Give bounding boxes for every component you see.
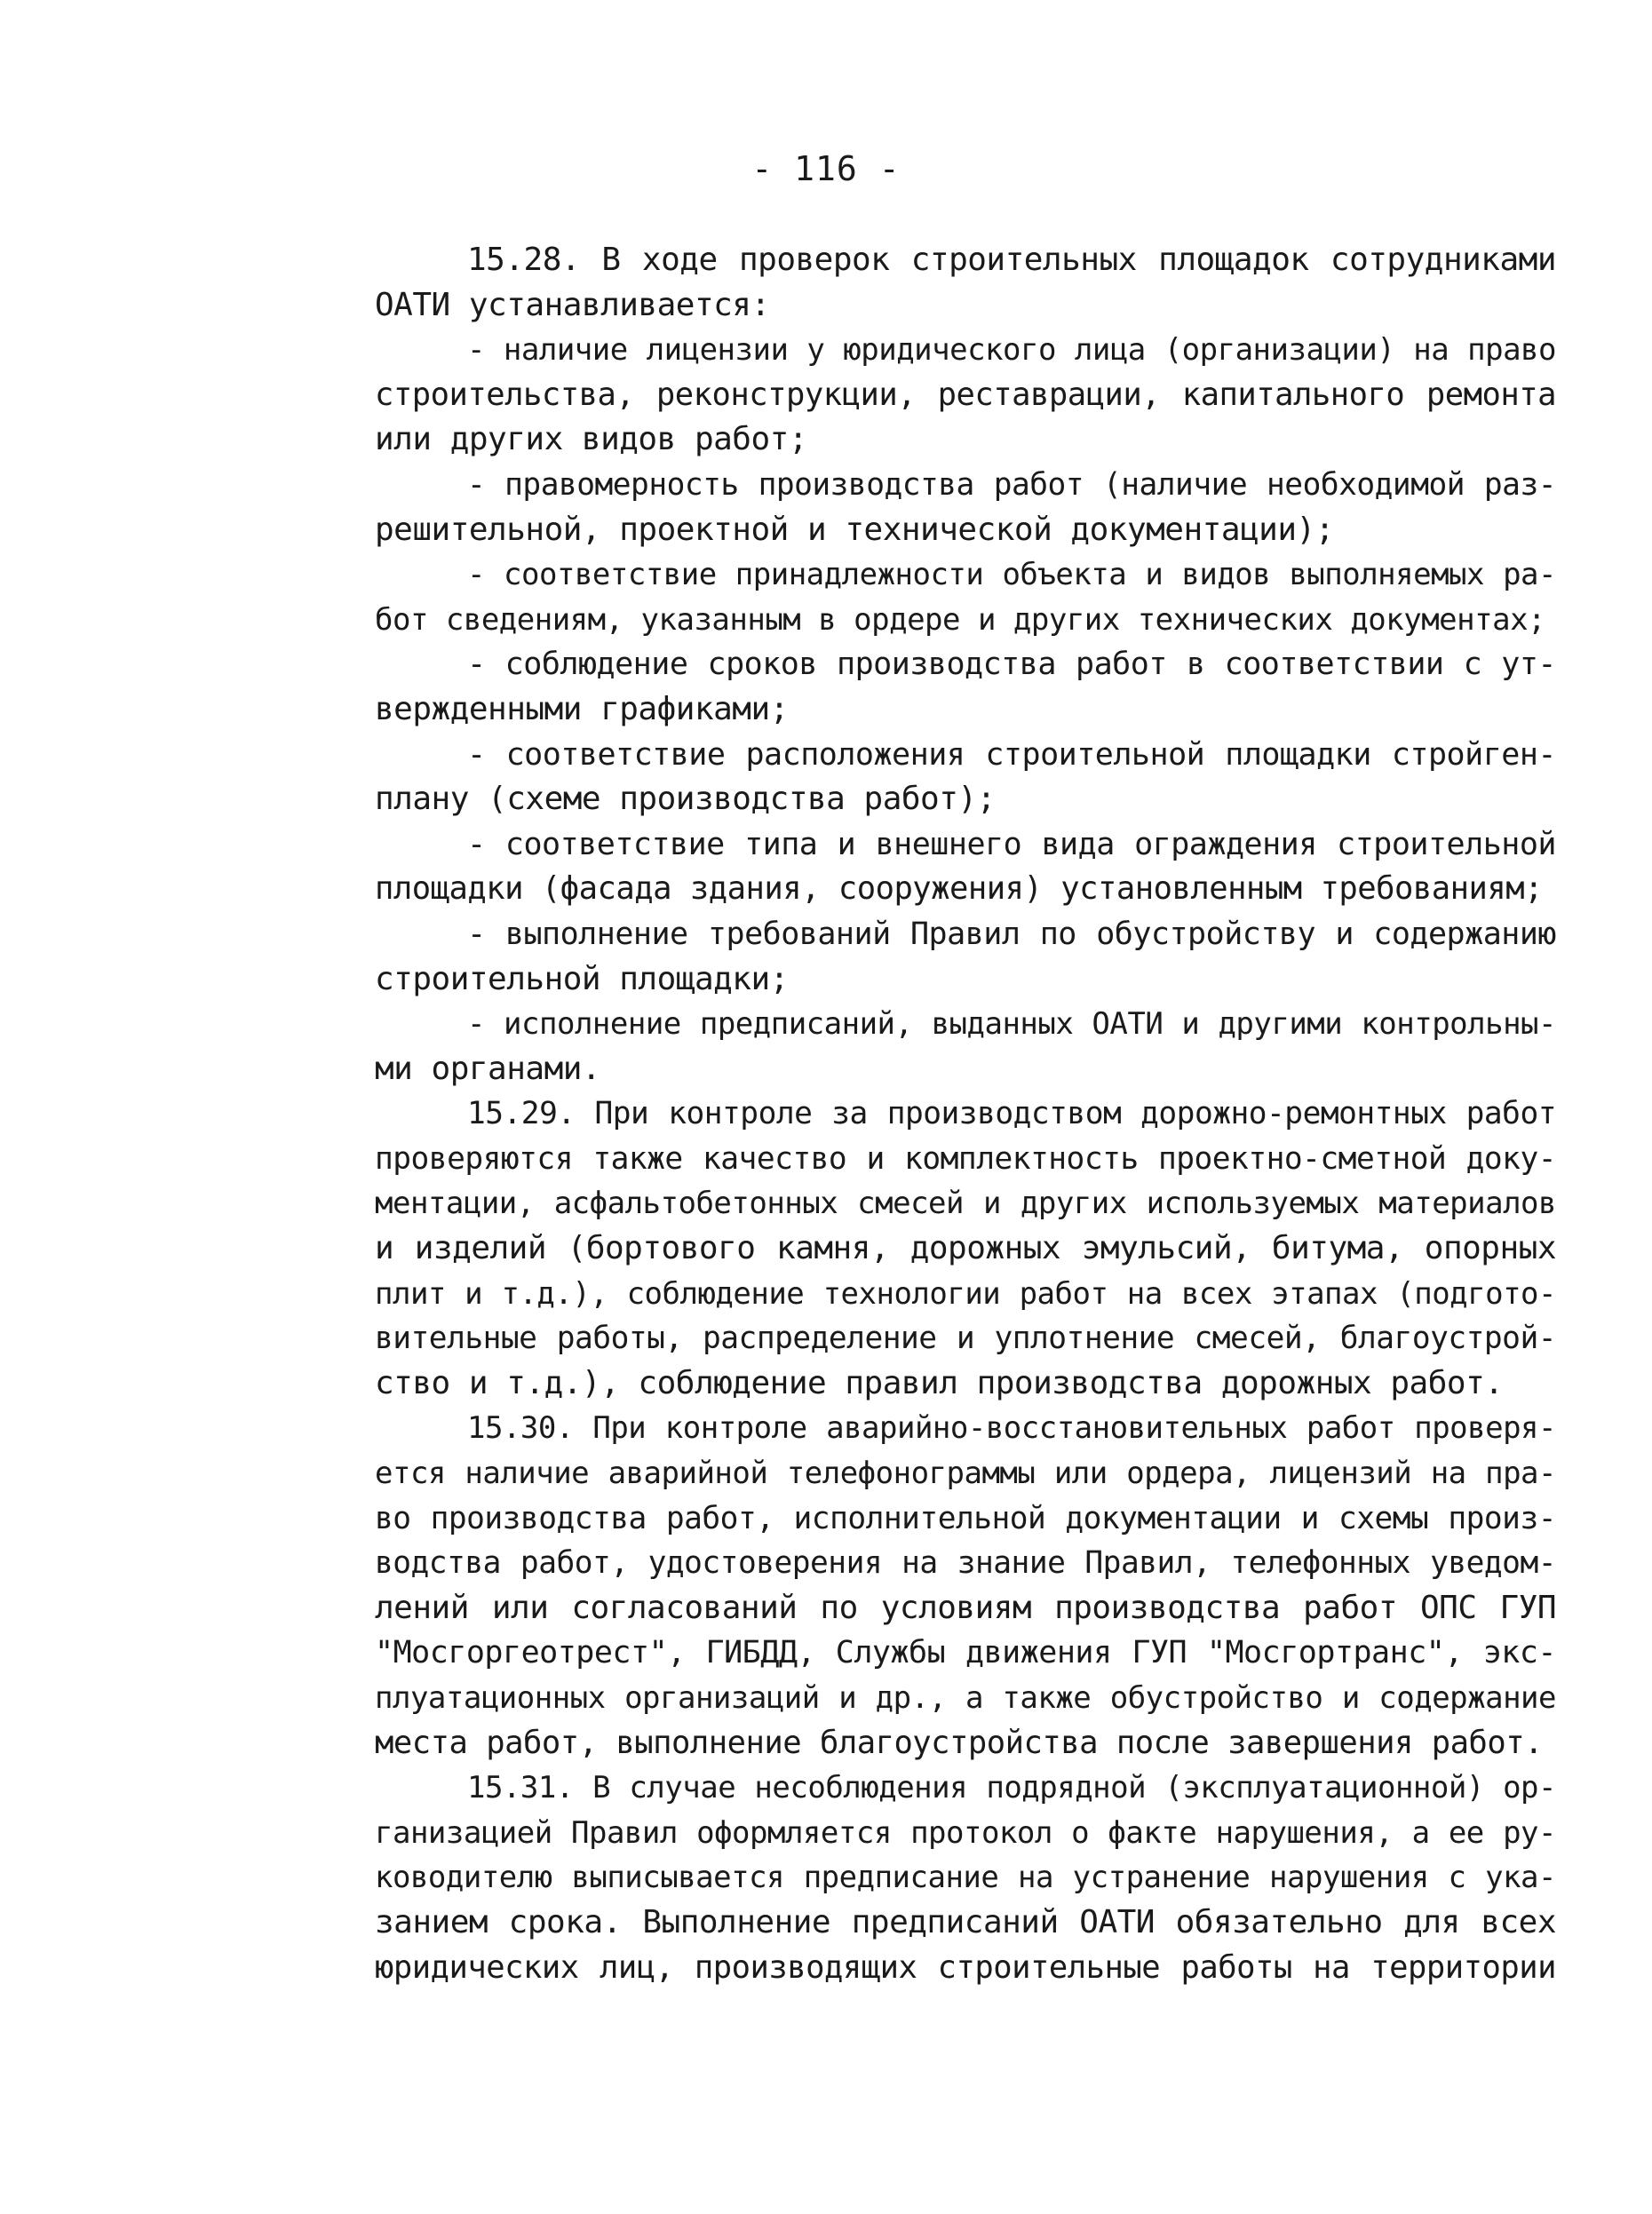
- text-line: плит и т.д.), соблюдение технологии работ на всех этапах (подгото-: [375, 1275, 1556, 1312]
- text-line: юридических лиц, производящих строительные работы на территории: [375, 1948, 1556, 1986]
- text-line: строительной площадки;: [375, 960, 789, 997]
- text-line: и изделий (бортового камня, дорожных эмульсий, битума, опорных: [375, 1230, 1556, 1267]
- text-line: 15.31. В случае несоблюдения подрядной (эксплуатационной) ор-: [467, 1770, 1556, 1806]
- text-line: ется наличие аварийной телефонограммы или ордера, лицензий на пра-: [375, 1456, 1556, 1492]
- text-line: водства работ, удостоверения на знание Правил, телефонных уведом-: [375, 1545, 1556, 1582]
- text-line: во производства работ, исполнительной документации и схемы произ-: [375, 1500, 1556, 1536]
- text-line: 15.28. В ходе проверок строительных площадок сотрудниками: [467, 242, 1556, 278]
- text-line: плуатационных организаций и др., а также обустройство и содержание: [375, 1680, 1556, 1716]
- text-line: - наличие лицензии у юридического лица (организации) на право: [467, 332, 1556, 369]
- text-line: места работ, выполнение благоустройства после завершения работ.: [375, 1724, 1543, 1761]
- text-line: ство и т.д.), соблюдение правил производства дорожных работ.: [375, 1364, 1504, 1401]
- text-line: решительной, проектной и технической документации);: [375, 511, 1334, 548]
- text-line: бот сведениям, указанным в ордере и других технических документах;: [375, 601, 1546, 638]
- text-line: 15.30. При контроле аварийно-восстановительных работ проверя-: [467, 1410, 1556, 1447]
- text-line: плану (схеме производства работ);: [375, 781, 996, 818]
- text-line: проверяются также качество и комплектность проектно-сметной доку-: [375, 1140, 1556, 1177]
- text-line: ководителю выписывается предписание на устранение нарушения с ука-: [375, 1860, 1556, 1896]
- text-line: - соблюдение сроков производства работ в соответствии с ут-: [467, 647, 1556, 683]
- text-line: или других видов работ;: [375, 421, 807, 458]
- text-line: ганизацией Правил оформляется протокол о факте нарушения, а ее ру-: [375, 1814, 1556, 1851]
- text-line: - соответствие расположения строительной площадки стройген-: [467, 736, 1556, 773]
- text-line: 15.29. При контроле за производством дорожно-ремонтных работ: [467, 1096, 1556, 1132]
- text-line: занием срока. Выполнение предписаний ОАТИ обязательно для всех: [375, 1903, 1556, 1940]
- document-body: [375, 238, 1556, 1990]
- text-line: ОАТИ устанавливается:: [375, 286, 770, 323]
- text-line: - правомерность производства работ (наличие необходимой раз-: [467, 466, 1556, 503]
- text-line: ментации, асфальтобетонных смесей и других используемых материалов: [375, 1186, 1556, 1222]
- text-line: вержденными графиками;: [375, 690, 789, 727]
- text-line: - исполнение предписаний, выданных ОАТИ и другими контрольны-: [467, 1006, 1556, 1043]
- page-number: - 116 -: [751, 149, 901, 188]
- text-line: вительные работы, распределение и уплотнение смесей, благоустрой-: [375, 1321, 1556, 1357]
- text-line: - соответствие типа и внешнего вида ограждения строительной: [467, 826, 1556, 862]
- text-line: ми органами.: [375, 1050, 601, 1087]
- text-line: площадки (фасада здания, сооружения) установленным требованиям;: [375, 870, 1543, 908]
- text-line: лений или согласований по условиям производства работ ОПС ГУП: [375, 1589, 1556, 1626]
- text-line: строительства, реконструкции, реставрации, капитального ремонта: [375, 376, 1556, 413]
- text-line: "Мосгоргеотрест", ГИБДД, Службы движения ГУП "Мосгортранс", экс-: [375, 1635, 1556, 1671]
- text-line: - соответствие принадлежности объекта и видов выполняемых ра-: [467, 557, 1556, 593]
- text-line: - выполнение требований Правил по обустройству и содержанию: [467, 916, 1556, 952]
